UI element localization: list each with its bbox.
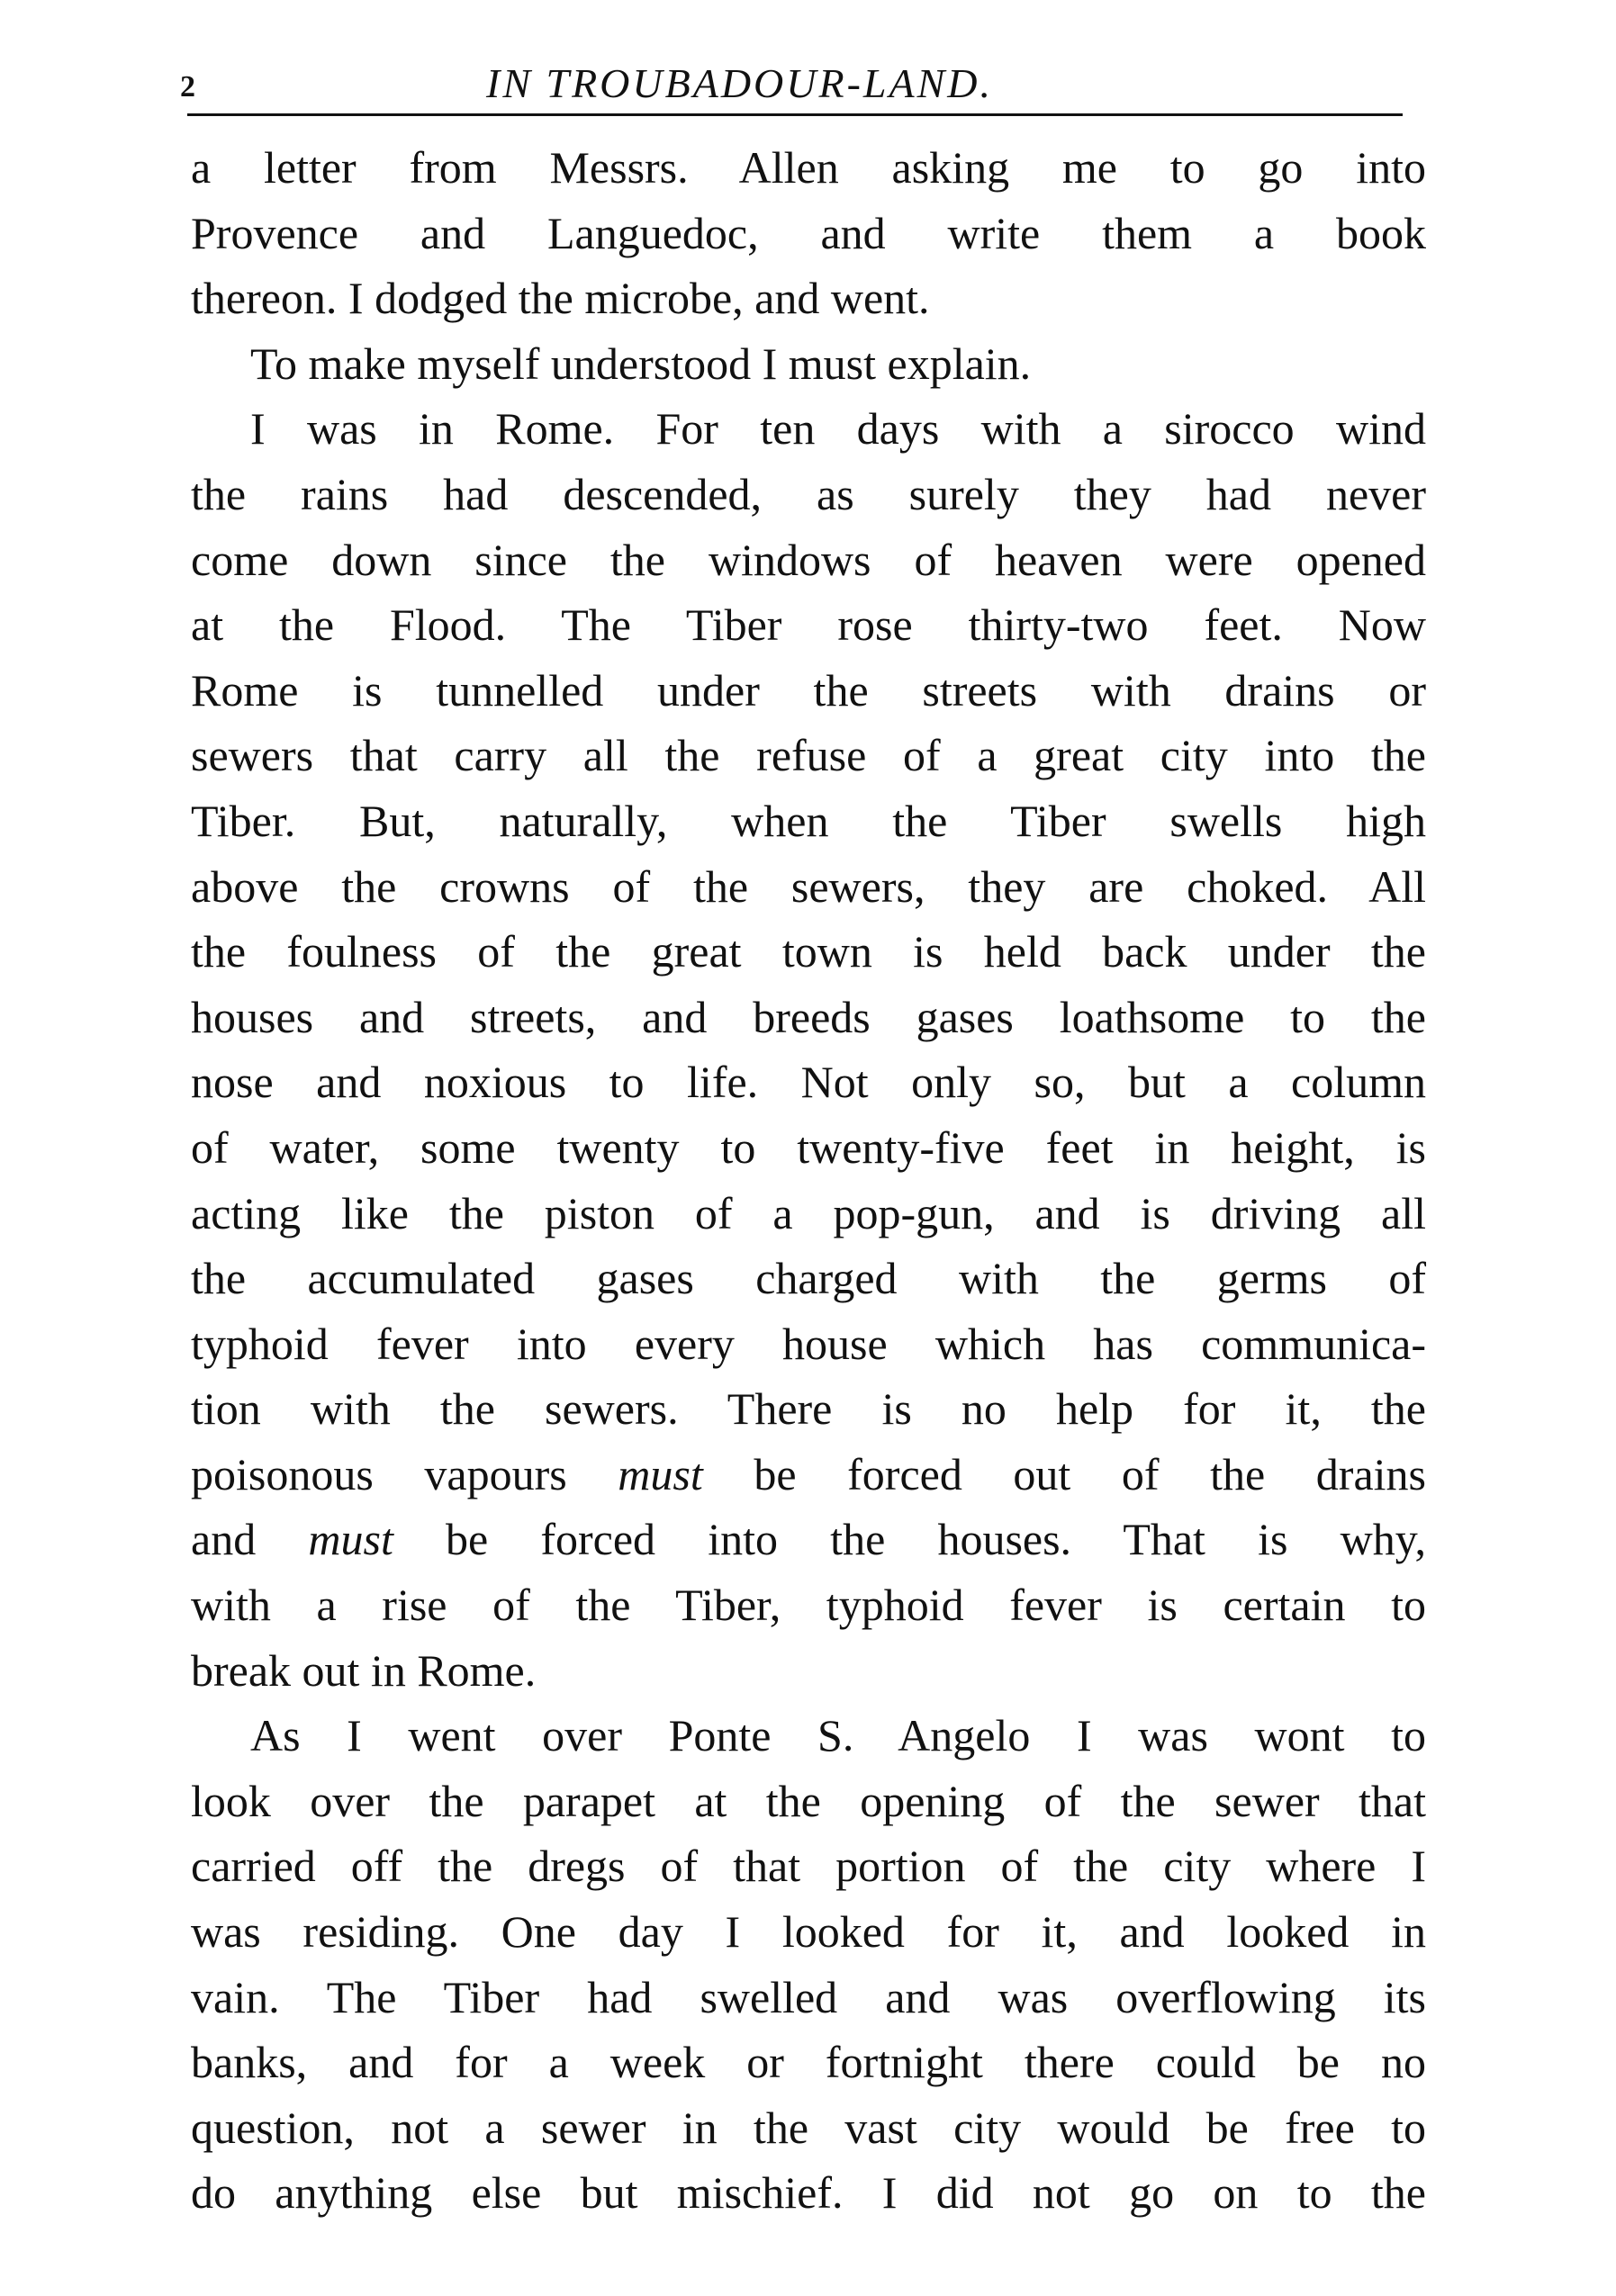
text-line: To make myself understood I must explain. [250, 338, 1032, 389]
text-line: question, not a sewer in the vast city would be free to [191, 2102, 1426, 2153]
text-line: the foulness of the great town is held back under the [191, 926, 1426, 977]
text-line: Rome is tunnelled under the streets with drains or [191, 664, 1426, 716]
emphasis-text: must [618, 1448, 703, 1499]
emphasis-text: must [308, 1514, 393, 1565]
text-run: be forced into the houses. That is why, [393, 1514, 1426, 1565]
text-line: Tiber. But, naturally, when the Tiber swells high [191, 795, 1426, 846]
text-line: above the crowns of the sewers, they are choked. All [191, 860, 1426, 912]
text-line: a letter from Messrs. Allen asking me to go into [191, 142, 1426, 193]
text-line: do anything else but mischief. I did not go on to the [191, 2167, 1426, 2219]
page-number: 2 [180, 70, 195, 104]
text-run: tion with the sewers. There is no help for it, the [191, 1383, 1426, 1435]
text-line: with a rise of the Tiber, typhoid fever is certain to [191, 1580, 1426, 1631]
text-line: the rains had descended, as surely they had never [191, 468, 1426, 519]
text-line: acting like the piston of a pop-gun, and is driving all [191, 1187, 1426, 1238]
body-text [191, 135, 1426, 2226]
text-line: was residing. One day I looked for it, and looked in [191, 1906, 1426, 1958]
text-line: banks, and for a week or fortnight there could be no [191, 2037, 1426, 2088]
text-line: vain. The Tiber had swelled and was overflowing its [191, 1971, 1426, 2022]
text-line: As I went over Ponte S. Angelo I was wont to [250, 1710, 1426, 1761]
text-line: carried off the dregs of that portion of the city where I [191, 1841, 1426, 1892]
text-line: look over the parapet at the opening of the sewer that [191, 1775, 1426, 1826]
text-line: nose and noxious to life. Not only so, but a column [191, 1057, 1426, 1108]
header-rule [187, 113, 1403, 116]
text-line: I was in Rome. For ten days with a sirocco wind [250, 403, 1426, 455]
text-line: at the Flood. The Tiber rose thirty-two feet. Now [191, 599, 1426, 651]
running-title: IN TROUBADOUR-LAND. [486, 60, 993, 106]
text-line [191, 1376, 1426, 1442]
text-line [191, 1507, 1426, 1572]
text-line: houses and streets, and breeds gases loathsome to the [191, 991, 1426, 1042]
text-line: Provence and Languedoc, and write them a book [191, 207, 1426, 258]
text-line: of water, some twenty to twenty-five feet in height, is [191, 1121, 1426, 1173]
text-line: typhoid fever into every house which has communica- [191, 1318, 1426, 1369]
text-line: the accumulated gases charged with the germs of [191, 1253, 1426, 1304]
text-line [191, 1442, 1426, 1508]
text-line: come down since the windows of heaven were opened [191, 534, 1426, 585]
text-run: be forced out of the drains [702, 1448, 1427, 1499]
text-line: sewers that carry all the refuse of a great city into the [191, 730, 1426, 781]
text-line: thereon. I dodged the microbe, and went. [191, 273, 930, 324]
text-run: poisonous vapours [191, 1448, 618, 1499]
text-run: and [191, 1514, 309, 1565]
text-line: break out in Rome. [191, 1644, 537, 1696]
